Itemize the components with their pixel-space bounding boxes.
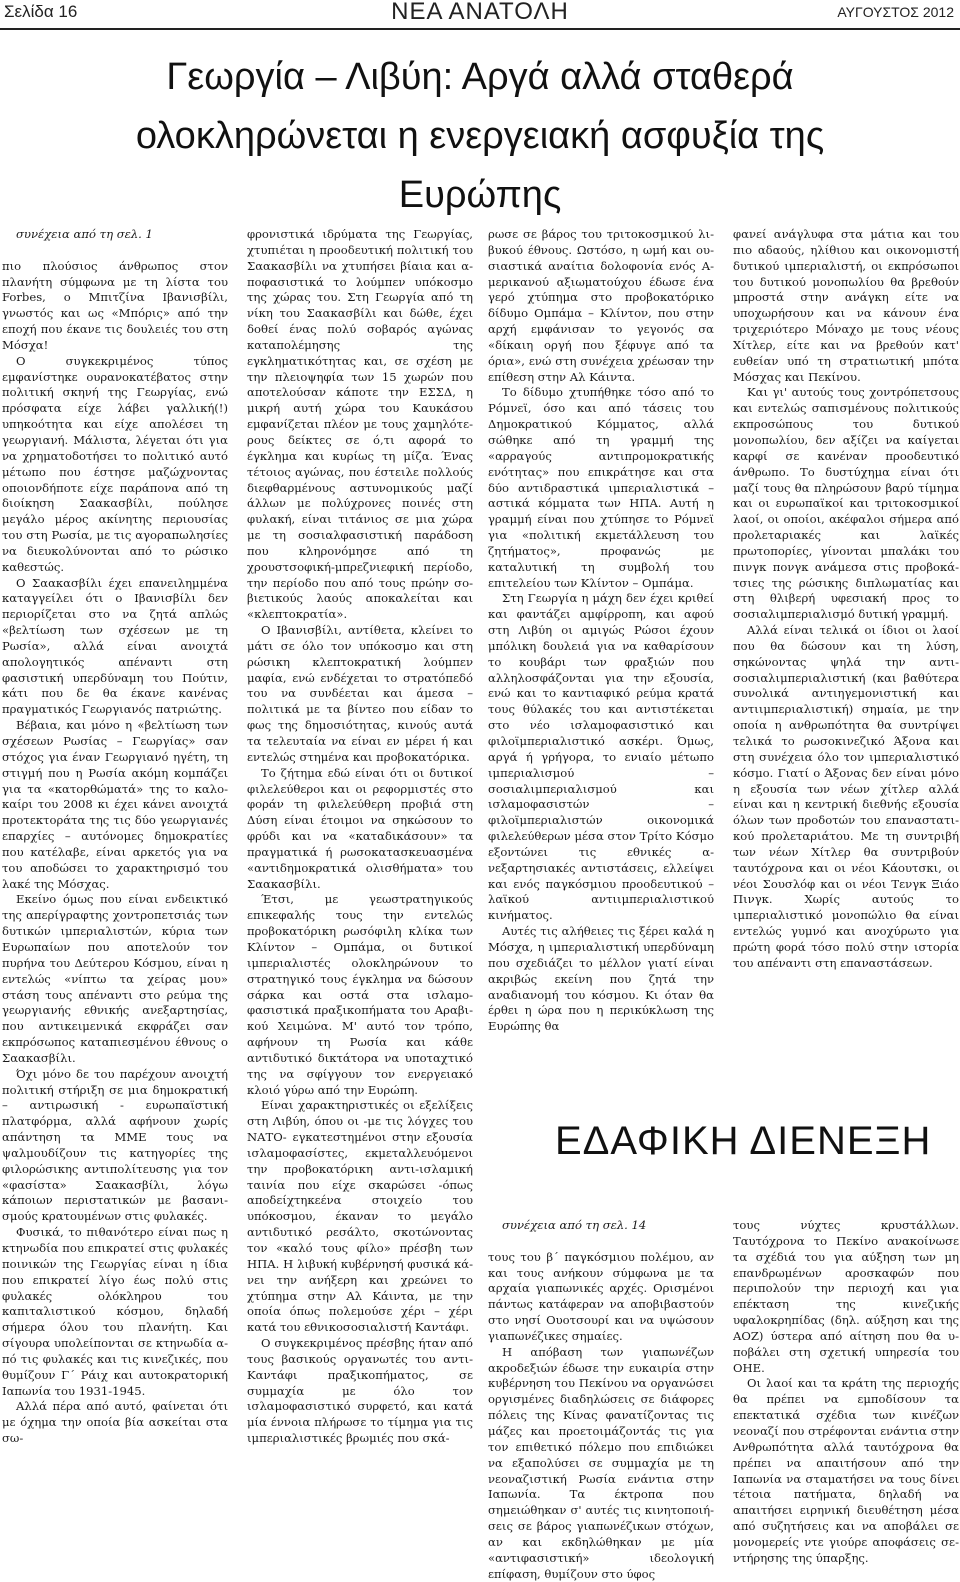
article-column-3 bbox=[488, 227, 714, 1227]
paragraph: Αυτές τις αλήθειες τις ξέρει καλά η Μόσχα, η ιμπεριαλιστική υπερδύναμη που σχεδιάζει το μέλλον γιατί είναι ακριβώς εκείνη που ζητά την αναδιανομή του κόσμου. Κι όταν θα έρθει η ώρα που η περικύκλωση της Ευρώπης θα bbox=[488, 924, 714, 1034]
headline-line-3: Ευρώπης bbox=[398, 174, 562, 216]
page-header bbox=[0, 0, 960, 30]
sidebar-continued-note: συνέχεια από τη σελ. 14 bbox=[502, 1218, 647, 1232]
paragraph: Η απόβαση των γιαπωνέζων ακροδεξιών έδωσε την ευκαιρία στην κυβέρνηση του Πεκίνου να οργανώσει οργισμένες διαδηλώσεις σε διάφορες πόλεις της Κίνας φανατίζοντας τις μάζες και προετοιμάζοντάς τις για τον επιθετικό πόλεμο που επιδιώκει να εξαπολύσει σε συμμαχία με τη νεοναζιστική Ρωσία ενάντια στην Ιαπωνία. Τα έκτροπα που σημειώθηκαν σ' αυτές τις κινητοποιήσεις σε βάρος γιαπωνέζικων στόχων, αν και εκδηλώθηκαν με μία «αντιφασιστική» ιδεολογική επίφαση, θυμίζουν στο ύφος bbox=[488, 1344, 714, 1581]
paragraph: Ο συγκεκριμένος τύπος εμφανίστηκε ουρανοκατέβατος στην πολιτική σκηνή της Γεωργίας, ενώ πρόσφατα είχε λάβει γαλλική(!) υπηκοότητα και είχε απολέσει τη γεωργιανή. Μάλιστα, λέγεται ότι για να χρηματοδοτήσει το πολιτικό αυτό μέτωπο που έστησε μαζώχνοντας οποιονδήποτε είχε παράπονα από τη διοίκηση Σαακασβίλι, πούλησε μεγάλο μέρος ακίνητης περιουσίας του στη Ρωσία, με τις αγοραπωλησίες να διευκολύνονται από το ρώσικο καθεστώς. bbox=[2, 353, 228, 574]
article-column-2 bbox=[247, 227, 473, 1446]
paragraph: Και γι' αυτούς τους χοντρόπετσους και εντελώς σαπισμένους πολιτικούς εκπροσώπους του δυτικού μονοπωλίου, δεν αξίζει να καίγεται καρφί σε κανέναν προοδευτικό άνθρωπο. Το δυστύχημα είναι ότι μαζί τους θα πληρώσουν βαρύ τίμημα και οι ευρωπαϊκοί και τριτοκοσμικοί λαοί, οι οποίοι, ακέφαλοι σήμερα από προλεταριακές και λαϊκές πρωτοπορίες, γίνονται μπαλάκι του πινγκ πονγκ ανάμεσα στις προβοκάτσιες της ρώσικης διπλωματίας και στη θλιβερή υφεσιακή προς το σοσιαλιμπεριαλισμό δυτική γραμμή. bbox=[733, 385, 959, 622]
sidebar-column-1 bbox=[488, 1218, 714, 1581]
paragraph: Ο Ιβανισβίλι, αντίθετα, κλείνει το μάτι σε όλο τον υπόκοσμο και στη ρώσικη κλεπτοκρατική λούμπεν μαφία, ενώ ενδέχεται το στρατόπεδό του να συνδέεται και άμεσα – πολιτικά με τα βίντεο που είδαν το φως της δημοσιότητας, κινούς αυτά τα τελευταία να είναι εν μέρει ή και εντελώς στημένα και προβοκατόρικα. bbox=[247, 623, 473, 764]
paragraph: Ο Σαακασβίλι έχει επανειλημμένα καταγγείλει ότι ο Ιβανισβίλι δεν περιορίζεται στο να ζητά απλώς «βελτίωση των σχέσεων με τη Ρωσία», αλλά είναι ανοιχτά απολογητικός απέναντι στη φασιστική υπερδύναμη του Πούτιν, κάτι που δε θα έκανε κανένας πραγματικός Γεωργιανός πατριώτης. bbox=[2, 575, 228, 717]
paragraph: Αλλά είναι τελικά οι ίδιοι οι λαοί που θα δώσουν και τη λύση, σηκώνοντας ψηλά την αντι-σοσιαλιμπεριαλιστική (και βαθύτερα συνολικά αντιηγεμονιστική και αντιιμπεριαλιστική) σημαία, με την οποία η ανθρωπότητα θα συντρίψει τελικά το ρωσοκινεζικό Άξονα και στη συνέχεια όλο τον ιμπεριαλιστικό κόσμο. Γιατί ο Άξονας δεν είναι μόνο η εξουσία των νέων χίτλερ αλλά είναι και η κεντρική διεθνής εξουσία όλων των προδοτών του επαναστατικού προλεταριάτου. Με τη συντριβή των νέων Χίτλερ θα συντριβούν ταυτόχρονα και οι νέοι Κάουτσκι, οι νέοι Σουσλόφ και οι νέοι Τενγκ Ξιάο Πινγκ. Χωρίς αυτούς το ιμπεριαλιστικό μονοπώλιο θα είναι εντελώς γυμνό και ανοχύρωτο για πρώτη φορά τόσο πολύ στην ιστορία του απέναντι στη επαναστάσεων. bbox=[733, 623, 959, 970]
paragraph: Το ζήτημα εδώ είναι ότι οι δυτικοί φιλελεύθεροι και οι ρεφορμιστές στο φοράν τη φιλελεύθερη προβιά στη Δύση είναι έτοιμοι να σηκώσουν το φρύδι και να «καταδικάσουν» τα πραγματικά ή ρωσοκατασκευασμένα «αντιδημοκρατικά ολισθήματα» του Σαακασβίλι. bbox=[247, 765, 473, 891]
paragraph: Όχι μόνο δε του παρέχουν ανοιχτή πολιτική στήριξη σε μια δημοκρατική – αντιρωσική - ευρωπαϊστική πλατφόρμα, αλλά αφήνουν χωρίς απάντηση τα ΜΜΕ τους να ψαλμουδίζουν τις κατηγορίες της φιλορώσικης αντιπολίτευσης για τον «φασίστα» Σαακασβίλι, λόγω κάποιων περιστατικών με βασανισμούς κρατουμένων στις φυλακές. bbox=[2, 1066, 228, 1224]
paragraph: φρονιστικά ιδρύματα της Γεωργίας, χτυπιέται η προοδευτική πολιτική του Σαακασβίλι να χτυπήσει βίαια και αποφασιστικά το λούμπεν υπόκοσμο της χώρας του. Στη Γεωργία από τη νίκη του Σαακασβίλι και δώθε, έχει δοθεί ένας πολύ σοβαρός αγώνας καταπολέμησης της εγκληματικότητας και, σε σχέση με την πλειοψηφία των 15 χωρών που αποτελούσαν κάποτε την ΕΣΣΔ, η μικρή αυτή χώρα του Καυκάσου εμφανίζεται πλέον με τους χαμηλότερους δείκτες σε ό,τι αφορά το έγκλημα και κυρίως τη μίζα. Ένας τέτοιος αγώνας, που έστειλε πολλούς διεφθαρμένους αστυνομικούς μαζί άλλων με πολύχρονες ποινές στη φυλακή, είναι τιτάνιος σε μια χώρα με τη σοσιαλφασιστική παράδοση που κληρονόμησε από τη χρουστσοφική-μπρεζνιεφική περίοδο, την περίοδο που από τους πρώην σοβιετικούς λαούς αποκαλείται και «κλεπτοκρατία». bbox=[247, 227, 473, 622]
article-column-4 bbox=[733, 227, 959, 1097]
paragraph: Είναι χαρακτηριστικές οι εξελίξεις στη Λιβύη, όπου οι -με τις λόγχες του ΝΑΤΟ- εγκατεστημένοι στην εξουσία ισλαμοφασίστες, εκμεταλλευόμενοι την προβοκατόρικη αντι-ισλαμική ταινία που είχε σκαρώσει -όπως αποδείχτηκεένα στοιχείο του υπόκοσμου, έκαναν το μεγάλο αντιδυτικό ρεσάλτο, σκοτώνοντας τον «καλό τους φίλο» πρέσβη των ΗΠΑ. Η λιβυκή κυβέρνησή φυσικά κάνει την ανήξερη και χρεώνει το χτύπημα στην Αλ Κάιντα, με την οποία όπως πολεμούσε χέρι – χέρι κατά του εθνικοσοσιαλιστή Καντάφι. bbox=[247, 1098, 473, 1335]
paragraph: τους του β΄ παγκόσμιου πολέμου, αν και τους ανήκουν σύμφωνα με τα αρχαία γιαπωνικές αρχές. Ορισμένοι πάντως κατάφεραν να αποβιβαστούν στο νησί Ουοτσουρί και να υψώσουν γιαπωνέζικες σημαίες. bbox=[488, 1249, 714, 1343]
paragraph: Εκείνο όμως που είναι ενδεικτικό της απερίγραφτης χοντροπετσιάς των δυτικών ιμπεριαλιστών, κύρια των Ευρωπαίων που αποτελούν τον πυρήνα του Δεύτερου Κόσμου, είναι η εντελώς «νίπτω τα χείρας μου» στάση τους απέναντι στο ρεύμα της γεωργιανής εθνικής ανεξαρτησίας, που αντικειμενικά εκφράζει σαν εκπρόσωπος καταπιεσμένου έθνους ο Σαακασβίλι. bbox=[2, 892, 228, 1065]
paragraph: Φυσικά, το πιθανότερο είναι πως η κτηνωδία που επικρατεί στις φυλακές ποινικών της Γεωργίας είναι η ίδια που επικρατεί λίγο έως πολύ στις φυλακές ολόκληρου του καπιταλιστικού κόσμου, δηλαδή σήμερα όλου του πλανήτη. Και σίγουρα υπολείπονται σε κτηνωδία από τις φυλακές και τις κινεζικές, που θυμίζουν Γ΄ Ράιχ και αυτοκρατορική Ιαπωνία του 1931-1945. bbox=[2, 1225, 228, 1398]
sidebar-heading: ΕΔΑΦΙΚΗ ΔΙΕΝΕΞΗ bbox=[555, 1119, 932, 1163]
continued-from-note: συνέχεια από τη σελ. 1 bbox=[16, 227, 153, 241]
paragraph: Οι λαοί και τα κράτη της περιοχής θα πρέπει να εμποδίσουν τα επεκτατικά σχέδια των κινέζων νεοναζί που στρέφονται ενάντια στην Ανθρωπότητα αλλά ταυτόχρονα θα πρέπει να απαιτήσουν από την Ιαπωνία να σταματήσει να τους δίνει τέτοια πατήματα, δηλαδή να απαιτήσει ειρηνική διευθέτηση μέσα από συζητήσεις και να αποβάλει σε μονομερείς ντε γιούρε αποφάσεις σεντήρησης της ύπαρξης. bbox=[733, 1376, 959, 1565]
paragraph: Αλλά πέρα από αυτό, φαίνεται ότι με όχημα την οποία βία ασκείται στα σω- bbox=[2, 1399, 228, 1446]
article-column-1 bbox=[2, 227, 228, 1446]
sidebar-column-2 bbox=[733, 1218, 959, 1565]
paragraph: Έτσι, με γεωστρατηγικούς επικεφαλής τους την εντελώς προβοκατόρικη ρωσόφιλη κλίκα των Κλίντον – Ομπάμα, οι δυτικοί ιμπεριαλιστές ολοκληρώνουν το στρατηγικό τους έγκλημα να δώσουν σάρκα και οστά στα ισλαμοφασιστικά πραξικοπήματα του Αραβικού Χειμώνα. Μ' αυτό τον τρόπο, αφήνουν τη Ρωσία και κάθε αντιδυτικό δικτάτορα να υποταχτικό της να σφίγγουν τον ενεργειακό κλοιό γύρω από την Ευρώπη. bbox=[247, 892, 473, 1097]
paragraph: φανεί ανάγλυφα στα μάτια και του πιο αδαούς, ηλίθιου και οικονομιστή δυτικού ιμπεριαλιστή, οι εκπρόσωποι του δυτικού μονοπωλίου θα βρεθούν μπροστά στην ανάγκη είτε να υποχωρήσουν και να κάνουν ένα τριχεριότερο Μόναχο με τους νέους Χίτλερ, είτε και να βρεθούν κατ' ευθείαν υπό τη στρατιωτική μπότα Μόσχας και Πεκίνου. bbox=[733, 227, 959, 384]
header-rule bbox=[0, 28, 960, 30]
paragraph: Το δίδυμο χτυπήθηκε τόσο από το Ρόμνεϊ, όσο και από τάσεις του Δημοκρατικού Κόμματος, αλλά σώθηκε από τη γραμμή της «αρραγούς αντιπρομοκρατικής ενότητας» που επικράτησε και στα δύο αντιδραστικά ιμπεριαλιστικά – αστικά κόμματα των ΗΠΑ. Αυτή η γραμμή είναι που χτύπησε το Ρόμνεϊ για «πολιτική εκμετάλλευση του ζητήματος», προφανώς με καταλυτική τη συμβολή του επιτελείου των Κλίντον – Ομπάμα. bbox=[488, 385, 714, 590]
article-headline bbox=[100, 48, 860, 225]
headline-line-1: Γεωργία – Λιβύη: Αργά αλλά σταθερά bbox=[166, 56, 794, 98]
paragraph: Στη Γεωργία η μάχη δεν έχει κριθεί και φαντάζει αμφίρροπη, και αφού στη Λιβύη οι αμιγώς Ρώσοι έχουν μπόλικη δουλειά για να καθαρίσουν το κουβάρι των φραξιών που αλληλοσφάζονται για την εξουσία, ενώ και το καντιαφικό ρεύμα κρατά τους θύλακές του και αντιστέκεται στο νέο ισλαμοφασιστικό και φιλοϊμπεριαλιστικό ασκέρι. Όμως, αργά ή γρήγορα, το ενιαίο μέτωπο ιμπεριαλισμού – σοσιαλιμπεριαλισμού και ισλαμοφασιστών – φιλοϊμπεριαλιστών οικονομικά φιλελεύθερων μέσα στον Τρίτο Κόσμο εξοντώνει τις εθνικές ανεξαρτησιακές αντιστάσεις, ελλείψει και ενός παγκόσμιου προοδευτικού – λαϊκού αντιιμπεριαλιστικού κινήματος. bbox=[488, 591, 714, 923]
paragraph: τους νύχτες κρυστάλλων. Ταυτόχρονα το Πεκίνο ανακοίνωσε τα σχέδιά του για αύξηση των μη επανδρωμένων αροσκαφών που περιπολούν την περιοχή και για επέκταση της κινεζικής υφαλοκρηπίδας (δηλ. αύξηση και της ΑΟΖ) ύστερα από αίτηση που θα υποβάλει στη σχετική υπηρεσία του ΟΗΕ. bbox=[733, 1218, 959, 1375]
issue-date: ΑΥΓΟΥΣΤΟΣ 2012 bbox=[837, 4, 954, 20]
page-number: Σελίδα 16 bbox=[4, 2, 78, 21]
paragraph: ρωσε σε βάρος του τριτοκοσμικού λιβυκού έθνους. Ωστόσο, η ωμή και ουσιαστικά αναίτια δολοφονία ενός Αμερικανού αξιωματούχου έδωσε ένα γερό χτύπημα στο προβοκατόρικο δίδυμο Ομπάμα – Κλίντον, που στην αρχή εμφάνισαν το γεγονός σα «δίκαιη οργή που ξέφυγε από τα όρια», ενώ στη συνέχεια χρέωσαν την επίθεση στην Αλ Κάιντα. bbox=[488, 227, 714, 384]
paragraph: πιο πλούσιος άνθρωπος στον πλανήτη σύμφωνα με τη λίστα του Forbes, ο Μπιτζίνα Ιβανισβίλι, γνωστός και ως «Μπόρις» από την εποχή που έκανε τις δουλειές του στη Μόσχα! bbox=[2, 258, 228, 352]
headline-line-2: ολοκληρώνεται η ενεργειακή ασφυξία της bbox=[135, 115, 825, 157]
paragraph: Ο συγκεκριμένος πρέσβης ήταν από τους βασικούς οργανωτές του αντι-Καντάφι πραξικοπήματος, σε συμμαχία με όλο τον ισλαμοφασιστικό συρφετό, και κατά μία έννοια πλήρωσε το τίμημα για τις ιμπεριαλιστικές βρωμιές που σκά- bbox=[247, 1336, 473, 1446]
newspaper-name: ΝΕΑ ΑΝΑΤΟΛΗ bbox=[391, 0, 569, 25]
paragraph: Βέβαια, και μόνο η «βελτίωση των σχέσεων Ρωσίας – Γεωργίας» σαν στόχος για έναν Γεωργιανό ηγέτη, τη στιγμή που η Ρωσία ακόμη κομπάζει για τα «κατορθώματά» της το καλοκαίρι του 2008 κι έχει κάνει ανοιχτά προτεκτοράτα της τις δύο γεωργιανές επαρχίες – αυτόνομες δημοκρατίες που κατέλαβε, είναι αρκετός για να του αποδώσει το χαρακτηρισμό του λακέ της Μόσχας. bbox=[2, 718, 228, 891]
